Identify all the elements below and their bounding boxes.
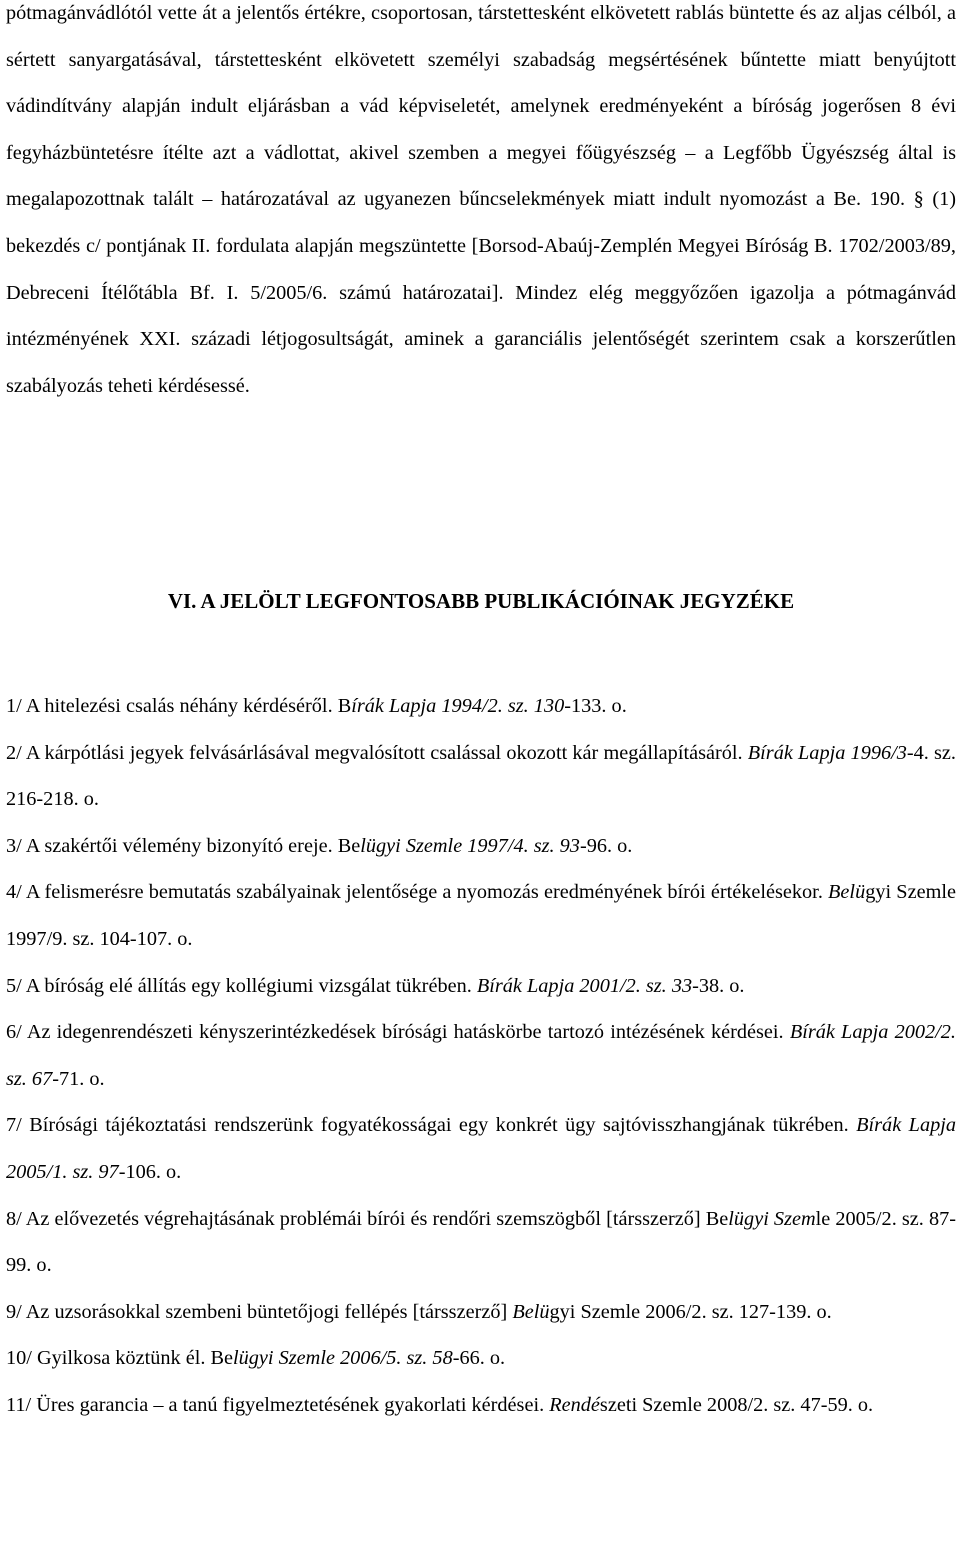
publication-source: írák Lapja 1994/2. sz. 130 xyxy=(351,695,565,717)
publication-source: Bírák Lapja 1996/3 xyxy=(747,741,907,764)
publication-text: 11/ Üres garancia – a tanú figyelmeztetésének gyakorlati kérdései. xyxy=(6,1393,550,1416)
publication-text: 4/ A felismerésre bemutatás szabályainak jelentősége a nyomozás eredményének bírói értékelésekor. xyxy=(6,881,829,904)
publication-text: 3/ A szakértői vélemény bizonyító ereje. Be xyxy=(6,834,361,857)
publication-source: lügyi Szemle 2006/5. sz. 58 xyxy=(233,1347,453,1370)
publication-item xyxy=(6,730,956,823)
publication-item xyxy=(6,1196,956,1289)
publication-pages: -66. o. xyxy=(452,1347,506,1370)
publication-source: lügyi Szemle 1997/4. sz. 93 xyxy=(360,834,580,857)
publication-pages: szeti Szemle 2008/2. sz. 47-59. o. xyxy=(599,1393,874,1416)
publication-source: Rendé xyxy=(549,1393,600,1416)
publication-pages: -133. o. xyxy=(564,695,627,717)
publication-item xyxy=(6,1382,956,1429)
publication-list xyxy=(6,683,956,1429)
publication-text: 6/ Az idegenrendészeti kényszerintézkedések bírósági hatáskörbe tartozó intézésének kérdései. xyxy=(6,1021,790,1044)
publication-pages: -96. o. xyxy=(579,834,633,857)
publication-source: Bírák Lapja 2005/1. sz. 97 xyxy=(6,1114,956,1183)
publication-text: 5/ A bíróság elé állítás egy kollégiumi vizsgálat tükrében. xyxy=(6,974,477,997)
publication-item xyxy=(6,1102,956,1195)
publication-text: 1/ A hitelezési csalás néhány kérdéséről. B xyxy=(6,695,352,717)
publication-item xyxy=(6,823,956,870)
publication-source: lügyi Szem xyxy=(728,1207,816,1230)
publication-pages: -38. o. xyxy=(692,974,745,997)
publication-pages: gyi Szemle 1997/9. sz. 104-107. o. xyxy=(6,881,956,950)
publication-pages: -106. o. xyxy=(118,1160,182,1183)
publication-text: 10/ Gyilkosa köztünk él. Be xyxy=(6,1347,234,1370)
publication-item xyxy=(6,1289,956,1336)
publication-pages: gyi Szemle 2006/2. sz. 127-139. o. xyxy=(549,1300,832,1323)
publication-item xyxy=(6,683,956,730)
publication-text: 7/ Bírósági tájékoztatási rendszerünk fogyatékosságai egy konkrét ügy sajtóvisszhangjának tükrében. xyxy=(6,1114,857,1137)
publication-item xyxy=(6,1335,956,1382)
publication-pages: -71. o. xyxy=(52,1067,105,1090)
publication-source: Belü xyxy=(512,1300,550,1323)
body-paragraph: pótmagánvádlótól vette át a jelentős értékre, csoportosan, társtettesként elkövetett rablás büntette és az aljas célból, a sértett sanyargatásával, társtettesként elkövetett személyi szabadság megsértésének bűntette miatt benyújtott vádindítvány alapján indult eljárásban a vád képviseletét, amelynek eredményeként a bíróság jogerősen 8 évi fegyházbüntetésre ítélte azt a vádlottat, akivel szemben a megyei főügyészség – a Legfőbb Ügyészség által is megalapozottnak talált – határozatával az ugyanezen bűncselekmények miatt indult nyomozást a Be. 190. § (1) bekezdés c/ pontjának II. fordulata alapján megszüntette [Borsod-Abaúj-Zemplén Megyei Bíróság B. 1702/2003/89, Debreceni Ítélőtábla Bf. I. 5/2005/6. számú határozatai]. Mindez elég meggyőzően igazolja a pótmagánvád intézményének XXI. századi létjogosultságát, aminek a garanciális jelentőségét szerintem csak a korszerűtlen szabályozás teheti kérdésessé. xyxy=(6,2,956,397)
publication-item xyxy=(6,1009,956,1102)
publication-pages: le 2005/2. sz. 87-99. o. xyxy=(6,1207,956,1277)
publication-text: 8/ Az elővezetés végrehajtásának problémái bírói és rendőri szemszögből [társszerző] Be xyxy=(6,1207,729,1230)
document-page xyxy=(6,0,957,1416)
publication-item xyxy=(6,869,956,962)
publication-text: 9/ Az uzsorásokkal szembeni büntetőjogi fellépés [társszerző] xyxy=(6,1300,513,1323)
publication-source: Belü xyxy=(828,881,866,904)
publication-text: 2/ A kárpótlási jegyek felvásárlásával megvalósított csalással okozott kár megállapításáról. xyxy=(6,741,748,764)
section-heading: VI. A JELÖLT LEGFONTOSABB PUBLIKÁCIÓINAK JEGYZÉKE xyxy=(167,589,795,613)
publication-item xyxy=(6,963,956,1010)
publication-source: Bírák Lapja 2002/2. sz. 67 xyxy=(6,1021,956,1090)
publication-source: Bírák Lapja 2001/2. sz. 33 xyxy=(476,974,693,997)
publication-pages: -4. sz. 216-218. o. xyxy=(6,741,957,811)
